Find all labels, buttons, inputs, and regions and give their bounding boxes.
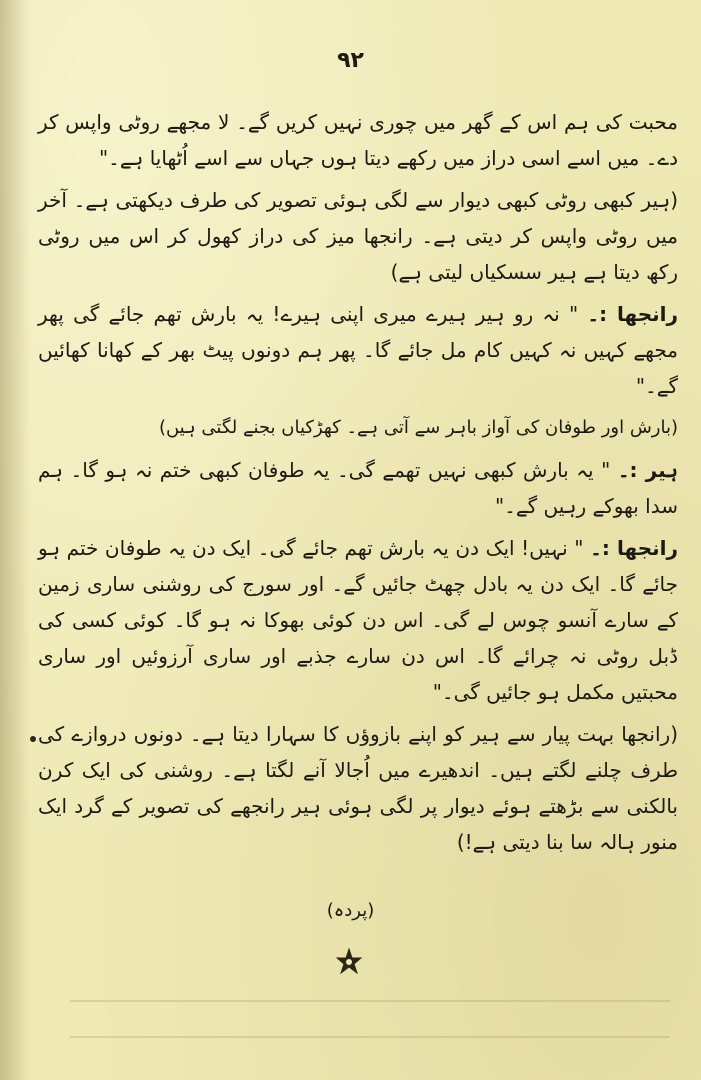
speaker-name: رانجھا :۔ xyxy=(590,536,679,560)
page-number: ۹۲ xyxy=(337,48,364,73)
dialogue-text: " نہیں! ایک دن یہ بارش تھم جائے گی۔ ایک دن یہ طوفان ختم ہو جائے گا۔ ایک دن یہ بادل چھٹ جائیں گے۔ اور سورج کی روشنی ساری زمین کے سارے آنسو چوس لے گی۔ اس دن کوئی بھوکا نہ ہو گا۔ کوئی کسی کی ڈبل روٹی نہ چرائے گا۔ اس دن سارے جذبے اور ساری آرزوئیں اور ساری محبتیں مکمل ہو جائیں گی۔" xyxy=(38,536,678,704)
play-text xyxy=(38,104,678,866)
bleed-through-line xyxy=(70,1000,670,1002)
dialogue-text: " نہ رو ہیر ہیرے میری اپنی ہیرے! یہ بارش تھم جائے گی پھر مجھے کہیں نہ کہیں کام مل جائے گا۔ پھر ہم دونوں پیٹ بھر کے کھانا کھائیں گے۔" xyxy=(38,302,678,398)
dialogue-text: " یہ بارش کبھی نہیں تھمے گی۔ یہ طوفان کبھی ختم نہ ہو گا۔ ہم سدا بھوکے رہیں گے۔" xyxy=(38,458,678,518)
curtain-line: (پردہ) xyxy=(326,900,375,921)
speaker-name: رانجھا :۔ xyxy=(587,302,679,326)
paragraph-text: محبت کی ہم اس کے گھر میں چوری نہیں کریں گے۔ لا مجھے روٹی واپس کر دے۔ میں اسے اسی دراز میں رکھے دیتا ہوں جہاں سے اسے اُٹھایا ہے۔" xyxy=(38,110,678,170)
dialogue-ranjha-1 xyxy=(38,296,678,404)
star-ornament-icon xyxy=(336,948,362,974)
bleed-through-line xyxy=(70,1036,670,1038)
paragraph-text: (رانجھا بہت پیار سے ہیر کو اپنے بازوؤں کا سہارا دیتا ہے۔ دونوں دروازے کی طرف چلنے لگتے ہیں۔ اندھیرے میں اُجالا آنے لگتا ہے۔ روشنی کی ایک کرن بالکنی سے بڑھتے ہوئے دیوار پر لگی ہوئی ہیر رانجھے کی تصویر کے گرد ایک منور ہالہ سا بنا دیتی ہے!) xyxy=(38,722,678,854)
paragraph-1 xyxy=(38,104,678,176)
speaker-name: ہیر :۔ xyxy=(617,458,679,482)
stage-direction xyxy=(38,410,678,446)
paragraph-text: (ہیر کبھی روٹی کبھی دیوار سے لگی ہوئی تصویر کی طرف دیکھتی ہے۔ آخر میں روٹی واپس کر دیتی ہے۔ رانجھا میز کی دراز کھول کر اس میں روٹی رکھ دیتا ہے ہیر سسکیاں لیتی ہے) xyxy=(38,188,678,284)
dialogue-ranjha-2 xyxy=(38,530,678,710)
ink-dot xyxy=(30,736,36,742)
dialogue-heer xyxy=(38,452,678,524)
paragraph-2 xyxy=(38,182,678,290)
stage-direction-text: (بارش اور طوفان کی آواز باہر سے آتی ہے۔ کھڑکیاں بجنے لگتی ہیں) xyxy=(158,417,678,438)
paragraph-final xyxy=(38,716,678,860)
